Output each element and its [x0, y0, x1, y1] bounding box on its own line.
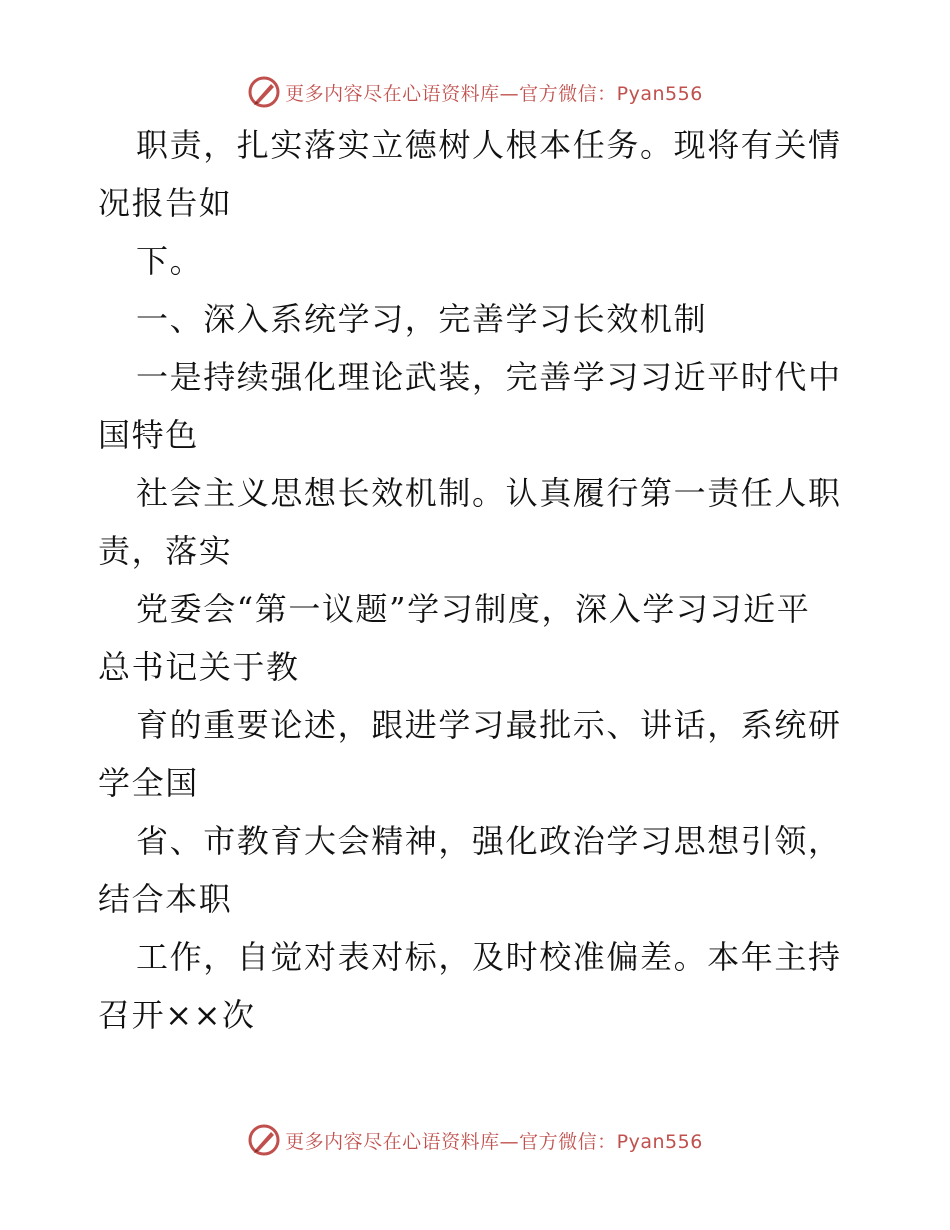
paragraph — [98, 928, 858, 1044]
paragraph — [98, 696, 858, 812]
header-watermark — [0, 72, 950, 112]
watermark-text: 更多内容尽在心语资料库—官方微信：Pyan556 — [285, 1130, 703, 1153]
paragraph — [98, 464, 858, 580]
section-heading — [98, 290, 858, 348]
text-line: 总书记关于教 — [98, 648, 300, 686]
text-line: 社会主义思想长效机制。认真履行第一责任人职 — [136, 474, 842, 512]
text-line: 下。 — [136, 242, 204, 280]
text-line: 国特色 — [98, 416, 199, 454]
document-body — [98, 116, 858, 1044]
text-line: 职责，扎实落实立德树人根本任务。现将有关情 — [136, 126, 842, 164]
text-line: 工作，自觉对表对标，及时校准偏差。本年主持 — [136, 938, 842, 976]
text-line: 况报告如 — [98, 184, 233, 222]
paragraph — [98, 580, 858, 696]
text-line: 学全国 — [98, 764, 199, 802]
watermark-text: 更多内容尽在心语资料库—官方微信：Pyan556 — [285, 82, 703, 105]
footer-watermark — [0, 1120, 950, 1160]
text-line: 省、市教育大会精神，强化政治学习思想引领， — [136, 822, 842, 860]
text-line: 育的重要论述，跟进学习最批示、讲话，系统研 — [136, 706, 842, 744]
text-line: 召开××次 — [98, 996, 256, 1034]
paragraph — [98, 116, 858, 232]
text-line: 责，落实 — [98, 532, 233, 570]
text-line: 党委会“第一议题”学习制度，深入学习习近平 — [136, 590, 811, 628]
paragraph — [98, 232, 858, 290]
paragraph — [98, 812, 858, 928]
paragraph — [98, 348, 858, 464]
text-line: 结合本职 — [98, 880, 233, 918]
text-line: 一是持续强化理论武装，完善学习习近平时代中 — [136, 358, 842, 396]
quill-pen-logo-icon — [247, 75, 281, 109]
quill-pen-logo-icon — [247, 1123, 281, 1157]
text-line: 一、深入系统学习，完善学习长效机制 — [136, 300, 708, 338]
